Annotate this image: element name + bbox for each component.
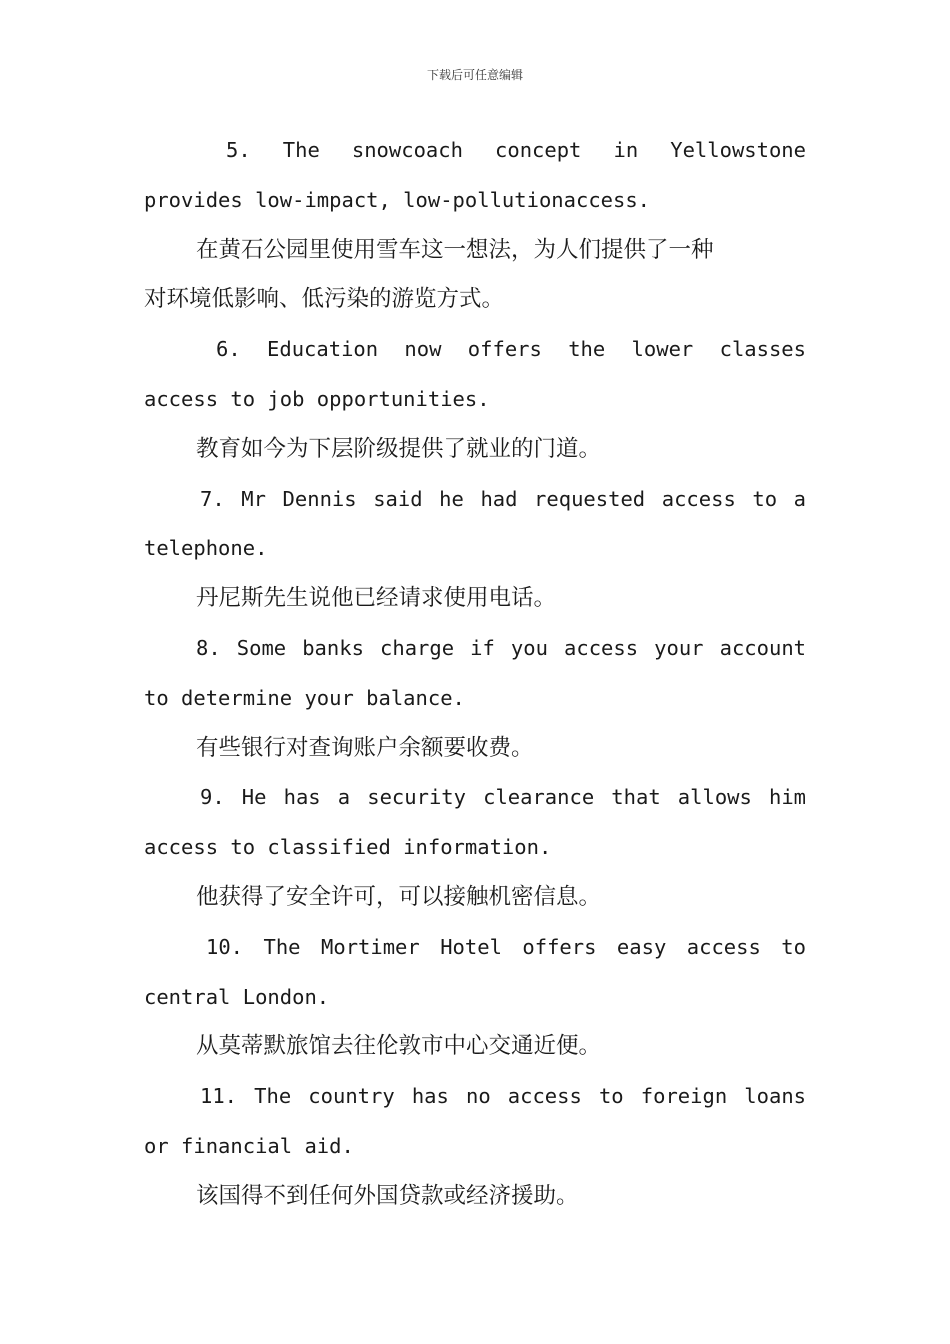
sentence-7-english-line-2: telephone.	[144, 536, 268, 561]
sentence-10-chinese: 从莫蒂默旅馆去往伦敦市中心交通近便。	[196, 1033, 602, 1060]
document-body	[144, 126, 806, 1222]
sentence-11-english-line-2: or financial aid.	[144, 1133, 354, 1158]
sentence-9-english-line-2: access to classified information.	[144, 835, 552, 860]
sentence-5-chinese-line-2: 对环境低影响、低污染的游览方式。	[144, 286, 505, 313]
page-header: 下载后可任意编辑	[426, 68, 523, 82]
sentence-9-english-line-1: 9. He has a security clearance that allows him	[200, 785, 806, 810]
sentence-5-chinese-line-1: 在黄石公园里使用雪车这一想法，为人们提供了一种	[196, 236, 714, 263]
sentence-10-english-line-2: central London.	[144, 984, 330, 1009]
sentence-6-chinese: 教育如今为下层阶级提供了就业的门道。	[196, 435, 602, 462]
sentence-5-english-line-1: 5. The snowcoach concept in Yellowstone	[226, 138, 806, 162]
sentence-9-chinese: 他获得了安全许可，可以接触机密信息。	[196, 883, 602, 910]
sentence-8-english-line-1: 8. Some banks charge if you access your account	[196, 635, 806, 660]
sentence-7-english-line-1: 7. Mr Dennis said he had requested access to a	[200, 486, 806, 511]
sentence-10-english-line-1: 10. The Mortimer Hotel offers easy access to	[206, 934, 806, 959]
sentence-8-english-line-2: to determine your balance.	[144, 685, 465, 710]
sentence-6-english-line-1: 6. Education now offers the lower classes	[216, 337, 806, 362]
sentence-11-english-line-1: 11. The country has no access to foreign loans	[200, 1084, 806, 1109]
sentence-8-chinese: 有些银行对查询账户余额要收费。	[196, 734, 534, 761]
sentence-5-english-line-2: provides low-impact, low-pollutionaccess.	[144, 187, 651, 212]
sentence-11-chinese: 该国得不到任何外国贷款或经济援助。	[196, 1182, 579, 1209]
sentence-7-chinese: 丹尼斯先生说他已经请求使用电话。	[196, 585, 557, 612]
sentence-6-english-line-2: access to job opportunities.	[144, 386, 490, 411]
